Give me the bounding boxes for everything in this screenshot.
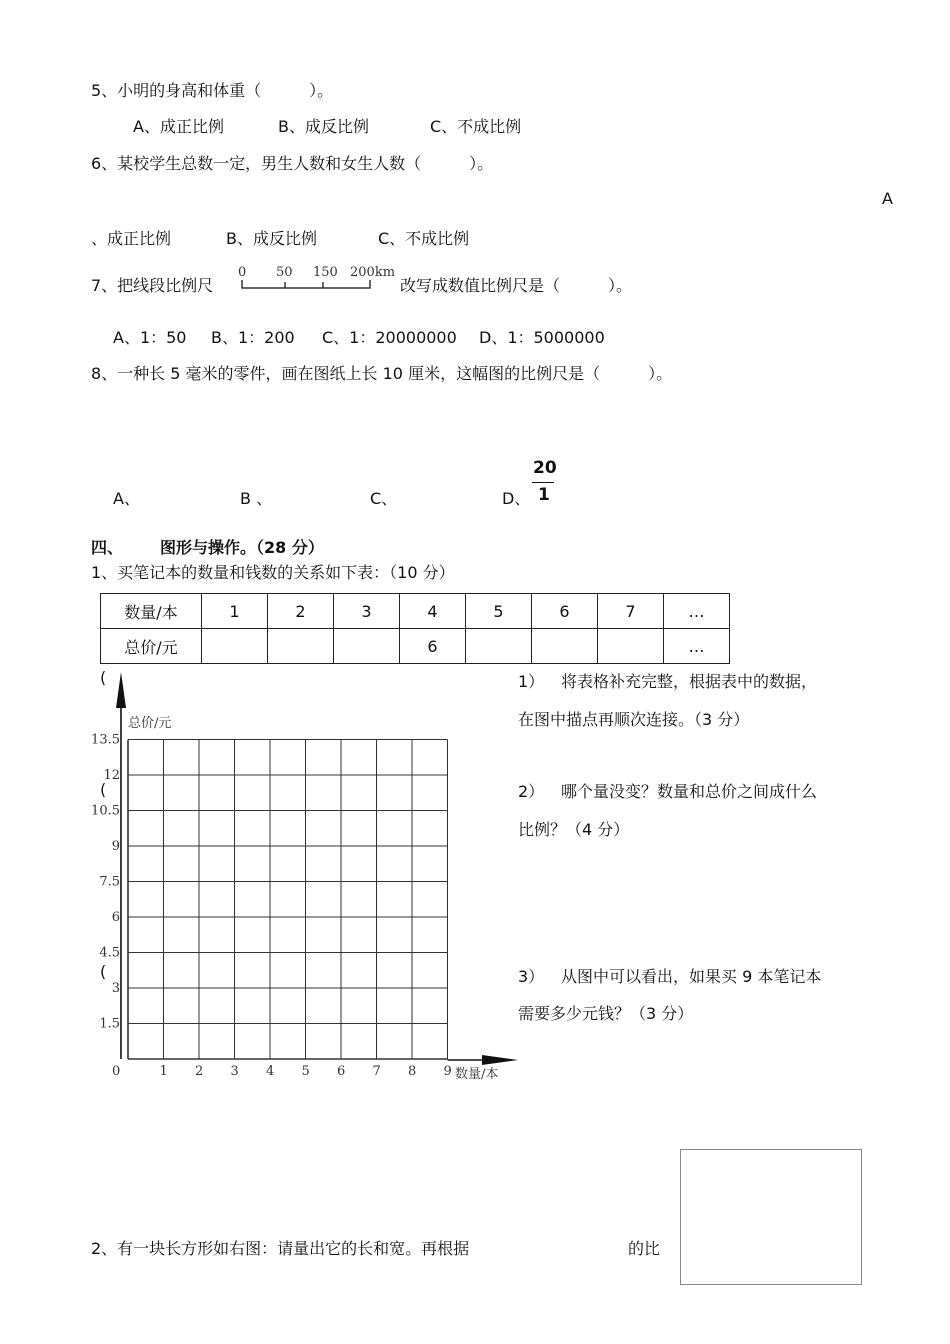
sub1-number: 1） (518, 672, 545, 691)
y-tick-label: 6 (111, 910, 120, 925)
paren-mark: ( (100, 780, 107, 799)
scale-tick-50: 50 (276, 265, 293, 280)
x-tick-label: 4 (266, 1064, 275, 1079)
sub2-line1: 哪个量没变？数量和总价之间成什么 (561, 782, 818, 801)
q5-option-c: C、不成比例 (430, 117, 522, 136)
quantity-price-table (100, 593, 730, 664)
x-axis-arrow (482, 1055, 518, 1065)
y-tick-label: 9 (111, 839, 120, 854)
x-tick-label: 8 (408, 1064, 417, 1079)
q8-option-d: D、 (502, 489, 531, 508)
x-tick-label: 1 (159, 1064, 168, 1079)
sub1-line1: 将表格补充完整，根据表中的数据， (561, 672, 818, 691)
q5-question: 5、小明的身高和体重（ ）。 (91, 81, 334, 100)
q6-question: 6、某校学生总数一定，男生人数和女生人数（ ）。 (91, 154, 494, 173)
sub2-number: 2） (518, 782, 545, 801)
q5-option-b: B、成反比例 (278, 117, 369, 136)
table-cell (466, 629, 532, 664)
x-tick-label: 9 (443, 1064, 452, 1079)
table-cell (202, 629, 268, 664)
table-cell: 5 (466, 594, 532, 629)
q8-fraction-bar (532, 482, 554, 483)
y-tick-label: 1.5 (99, 1016, 120, 1032)
table-cell: 3 (334, 594, 400, 629)
table-row-quantity (101, 594, 730, 629)
p2-question-right: 的比 (628, 1239, 661, 1258)
y-tick-label: 10.5 (91, 803, 120, 819)
q8-option-c: C、 (370, 489, 398, 508)
table-cell (598, 629, 664, 664)
q7-option-c: C、1：20000000 (322, 328, 457, 347)
y-tick-label: 3 (111, 981, 120, 996)
q6-option-c: C、不成比例 (378, 229, 470, 248)
p2-question-left: 2、有一块长方形如右图：请量出它的长和宽。再根据 (91, 1239, 470, 1258)
sub1-line2: 在图中描点再顺次连接。（3 分） (518, 710, 750, 729)
q8-option-b: B 、 (240, 489, 273, 508)
y-tick-label: 4.5 (99, 945, 120, 961)
q7-option-d: D、1：5000000 (479, 328, 605, 347)
q8-option-a: A、 (113, 489, 140, 508)
y-tick-label: 13.5 (91, 732, 120, 748)
paren-mark: ( (100, 668, 107, 687)
table-row-price (101, 629, 730, 664)
scale-tick-0: 0 (238, 265, 247, 280)
q6-wrapped-letter: A (882, 189, 893, 208)
sub3-number: 3） (518, 967, 545, 986)
table-cell: 7 (598, 594, 664, 629)
table-cell: 2 (268, 594, 334, 629)
q8-fraction-numerator: 20 (533, 458, 557, 478)
grid-y-title: 总价/元 (128, 716, 172, 731)
q8-fraction-denominator: 1 (538, 485, 550, 505)
q7-question-suffix: 改写成数值比例尺是（ ）。 (400, 276, 633, 295)
sub3-line2: 需要多少元钱？（3 分） (518, 1004, 694, 1023)
sub3-line1: 从图中可以看出，如果买 9 本笔记本 (561, 967, 822, 986)
q5-option-a: A、成正比例 (133, 117, 224, 136)
rectangle-figure (680, 1149, 862, 1285)
table-cell (532, 629, 598, 664)
table-cell: 4 (400, 594, 466, 629)
row-header-quantity: 数量/本 (101, 594, 202, 629)
q6-option-b: B、成反比例 (226, 229, 317, 248)
scale-tick-150: 150 (313, 265, 338, 280)
scale-tick-200km: 200km (350, 265, 396, 280)
section-number: 四、 (91, 538, 124, 557)
x-tick-label: 6 (337, 1064, 346, 1079)
table-cell: 6 (532, 594, 598, 629)
q7-option-a: A、1：50 (113, 328, 187, 347)
table-cell (334, 629, 400, 664)
x-tick-label: 2 (195, 1064, 204, 1079)
grid-x-title: 数量/本 (455, 1067, 499, 1082)
y-axis-arrow (116, 672, 126, 708)
table-cell: 6 (400, 629, 466, 664)
sub2-line2: 比例？（4 分） (518, 820, 630, 839)
x-tick-label: 0 (112, 1064, 121, 1079)
p1-question: 1、买笔记本的数量和钱数的关系如下表：（10 分） (91, 563, 455, 582)
row-header-price: 总价/元 (101, 629, 202, 664)
table-cell (268, 629, 334, 664)
scale-bar (242, 280, 370, 288)
table-cell: 1 (202, 594, 268, 629)
x-tick-label: 7 (372, 1064, 381, 1079)
q6-option-a: 、成正比例 (91, 229, 172, 248)
grid-chart (90, 668, 530, 1088)
x-tick-label: 3 (230, 1064, 239, 1079)
table-cell: … (664, 629, 730, 664)
q7-option-b: B、1：200 (211, 328, 295, 347)
section-title: 图形与操作。（28 分） (160, 538, 324, 557)
q8-question: 8、一种长 5 毫米的零件，画在图纸上长 10 厘米，这幅图的比例尺是（ ）。 (91, 364, 673, 383)
y-tick-label: 7.5 (99, 874, 120, 890)
paren-mark: ( (100, 962, 107, 981)
table-cell: … (664, 594, 730, 629)
line-scale-figure (234, 260, 402, 296)
x-tick-label: 5 (301, 1064, 310, 1079)
y-tick-label: 12 (103, 768, 120, 783)
q7-question-prefix: 7、把线段比例尺 (91, 276, 214, 295)
